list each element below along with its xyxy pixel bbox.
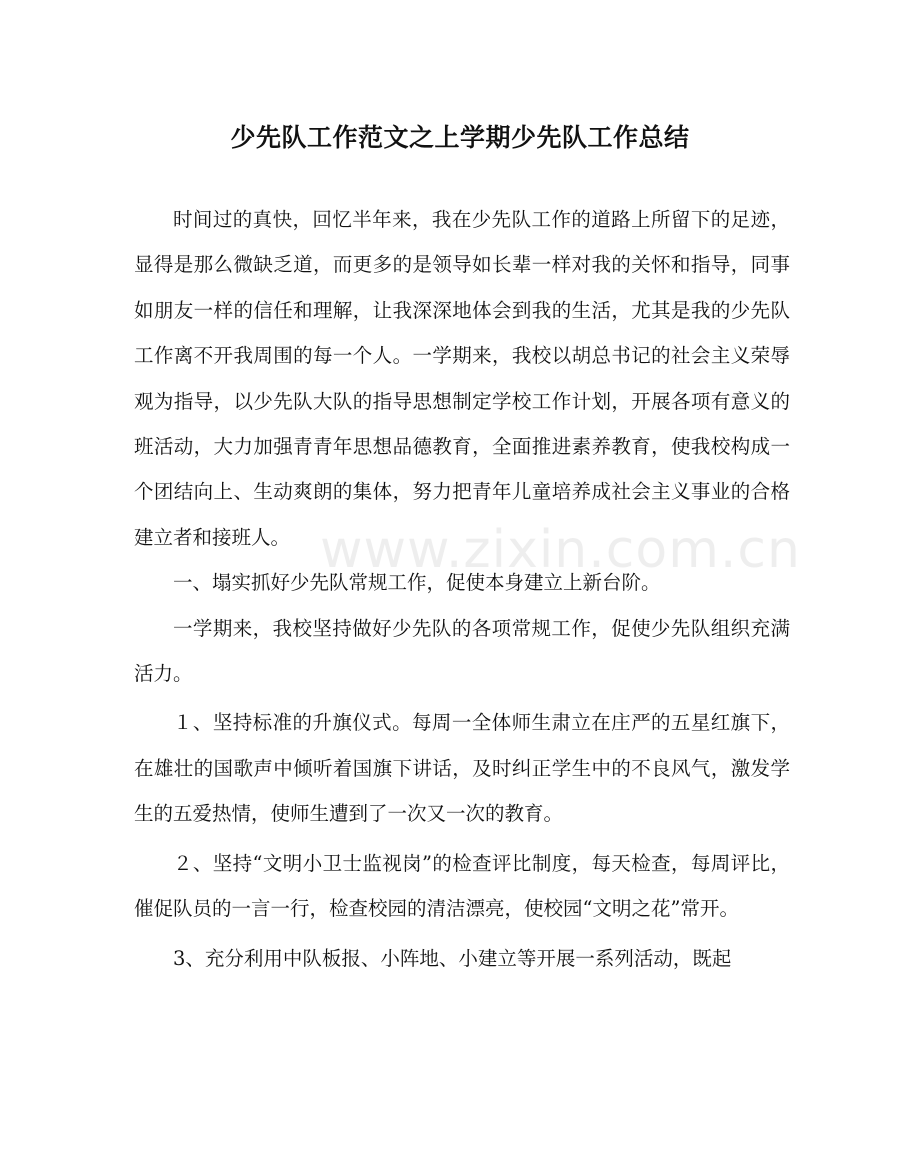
paragraph-intro: 时间过的真快，回忆半年来，我在少先队工作的道路上所留下的足迹，显得是那么微缺乏道，而更多的是领导如长辈一样对我的关怀和指导，同事如朋友一样的信任和理解，让我深深地体会到我的生活，尤其是我的少先队工作离不开我周围的每一个人。一学期来，我校以胡总书记的社会主义荣辱观为指导，以少先队大队的指导思想制定学校工作计划，开展各项有意义的班活动，大力加强青青年思想品德教育，全面推进素养教育，使我校构成一个团结向上、生动爽朗的集体，努力把青年儿童培养成社会主义事业的合格建立者和接班人。 [134,208,790,549]
watermark: www.zixin.com.cn [320,520,801,580]
paragraph-section-intro: 一学期来，我校坚持做好少先队的各项常规工作，促使少先队组织充满活力。 [134,616,790,686]
document-title: 少先队工作范文之上学期少先队工作总结 [230,123,690,152]
paragraph-section-heading: 一、塌实抓好少先队常规工作，促使本身建立上新台阶。 [173,571,661,595]
document-body [134,197,790,981]
paragraph-item-2: ２、坚持“文明小卫士监视岗”的检查评比制度，每天检查，每周评比，催促队员的一言一行，检查校园的清洁漂亮，使校园“文明之花”常开。 [134,851,790,921]
paragraph-item-3: 3、充分利用中队板报、小阵地、小建立等开展一系列活动，既起 [173,946,732,970]
paragraph-item-1: １、坚持标准的升旗仪式。每周一全体师生肃立在庄严的五星红旗下，在雄壮的国歌声中倾听着国旗下讲话，及时纠正学生中的不良风气，激发学生的五爱热情，使师生遭到了一次又一次的教育。 [134,711,790,826]
